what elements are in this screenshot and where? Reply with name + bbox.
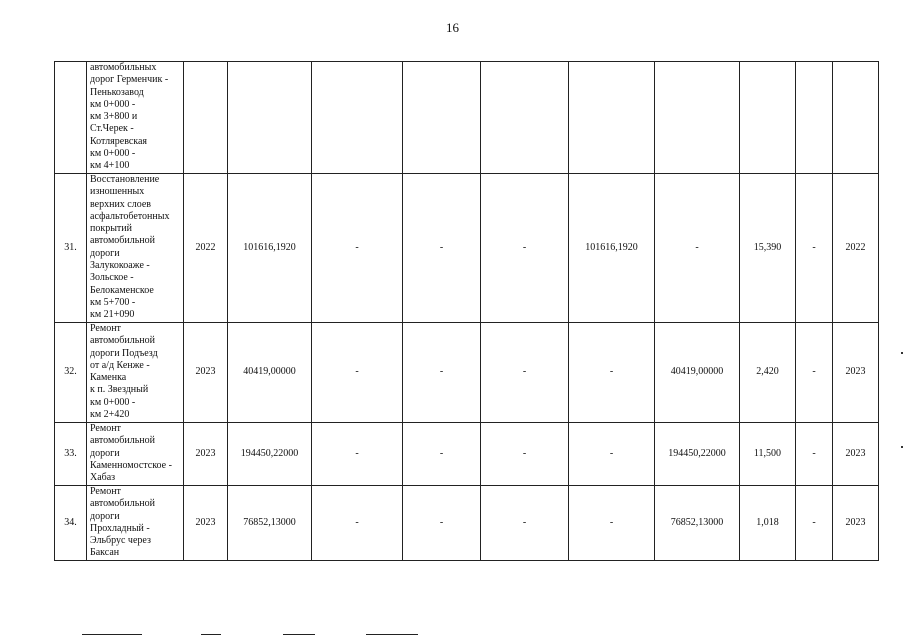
end-year: 2023 <box>833 423 879 486</box>
funding-col-5 <box>655 62 740 174</box>
end-year <box>833 62 879 174</box>
table-row <box>55 486 879 561</box>
extra-col: - <box>796 323 833 423</box>
object-name: Ремонт автомобильной дороги Подъезд от а/д Кенже - Каменка к п. Звездный км 0+000 - км 2+420 <box>87 323 184 423</box>
extra-col: - <box>796 174 833 323</box>
length-km: 15,390 <box>740 174 796 323</box>
funding-col-2: - <box>403 486 481 561</box>
funding-col-3: - <box>481 423 569 486</box>
length-km: 2,420 <box>740 323 796 423</box>
extra-col: - <box>796 486 833 561</box>
funding-col-5: 40419,00000 <box>655 323 740 423</box>
table-row <box>55 323 879 423</box>
length-km <box>740 62 796 174</box>
footer-rule <box>366 634 418 635</box>
end-year: 2023 <box>833 486 879 561</box>
row-number: 34. <box>55 486 87 561</box>
funding-col-3: - <box>481 323 569 423</box>
funding-col-3: - <box>481 486 569 561</box>
funding-col-2: - <box>403 323 481 423</box>
start-year: 2022 <box>184 174 228 323</box>
footer-rule <box>201 634 221 635</box>
total-cost: 194450,22000 <box>228 423 312 486</box>
funding-col-1: - <box>312 323 403 423</box>
total-cost: 101616,1920 <box>228 174 312 323</box>
length-km: 1,018 <box>740 486 796 561</box>
funding-col-4: - <box>569 423 655 486</box>
length-km: 11,500 <box>740 423 796 486</box>
start-year: 2023 <box>184 423 228 486</box>
extra-col <box>796 62 833 174</box>
footer-rule <box>82 634 142 635</box>
start-year: 2023 <box>184 323 228 423</box>
funding-col-2: - <box>403 174 481 323</box>
total-cost: 40419,00000 <box>228 323 312 423</box>
funding-col-5: 76852,13000 <box>655 486 740 561</box>
object-name: Восстановление изношенных верхних слоев асфальтобетонных покрытий автомобильной дороги Залукокоаже - Зольское - Белокаменское км 5+700 - км 21+090 <box>87 174 184 323</box>
funding-col-3 <box>481 62 569 174</box>
road-works-table <box>54 61 879 561</box>
funding-col-1: - <box>312 486 403 561</box>
row-number <box>55 62 87 174</box>
funding-col-5: 194450,22000 <box>655 423 740 486</box>
object-name: Ремонт автомобильной дороги Каменномостское - Хабаз <box>87 423 184 486</box>
row-number: 33. <box>55 423 87 486</box>
end-year: 2023 <box>833 323 879 423</box>
funding-col-2: - <box>403 423 481 486</box>
table-row <box>55 62 879 174</box>
funding-col-4 <box>569 62 655 174</box>
scan-mark <box>901 352 903 354</box>
start-year: 2023 <box>184 486 228 561</box>
funding-col-1: - <box>312 174 403 323</box>
funding-col-1 <box>312 62 403 174</box>
funding-col-4: 101616,1920 <box>569 174 655 323</box>
table-row <box>55 423 879 486</box>
scan-mark <box>901 446 903 448</box>
funding-col-5: - <box>655 174 740 323</box>
row-number: 31. <box>55 174 87 323</box>
total-cost <box>228 62 312 174</box>
funding-col-4: - <box>569 486 655 561</box>
funding-col-2 <box>403 62 481 174</box>
table-row <box>55 174 879 323</box>
footer-rule <box>283 634 315 635</box>
funding-col-3: - <box>481 174 569 323</box>
funding-col-1: - <box>312 423 403 486</box>
funding-col-4: - <box>569 323 655 423</box>
row-number: 32. <box>55 323 87 423</box>
page-number: 16 <box>446 20 459 35</box>
extra-col: - <box>796 423 833 486</box>
total-cost: 76852,13000 <box>228 486 312 561</box>
end-year: 2022 <box>833 174 879 323</box>
object-name: Ремонт автомобильной дороги Прохладный - Эльбрус через Баксан <box>87 486 184 561</box>
start-year <box>184 62 228 174</box>
object-name: автомобильных дорог Герменчик - Пенькозавод км 0+000 - км 3+800 и Ст.Черек - Котляревская км 0+000 - км 4+100 <box>87 62 184 174</box>
